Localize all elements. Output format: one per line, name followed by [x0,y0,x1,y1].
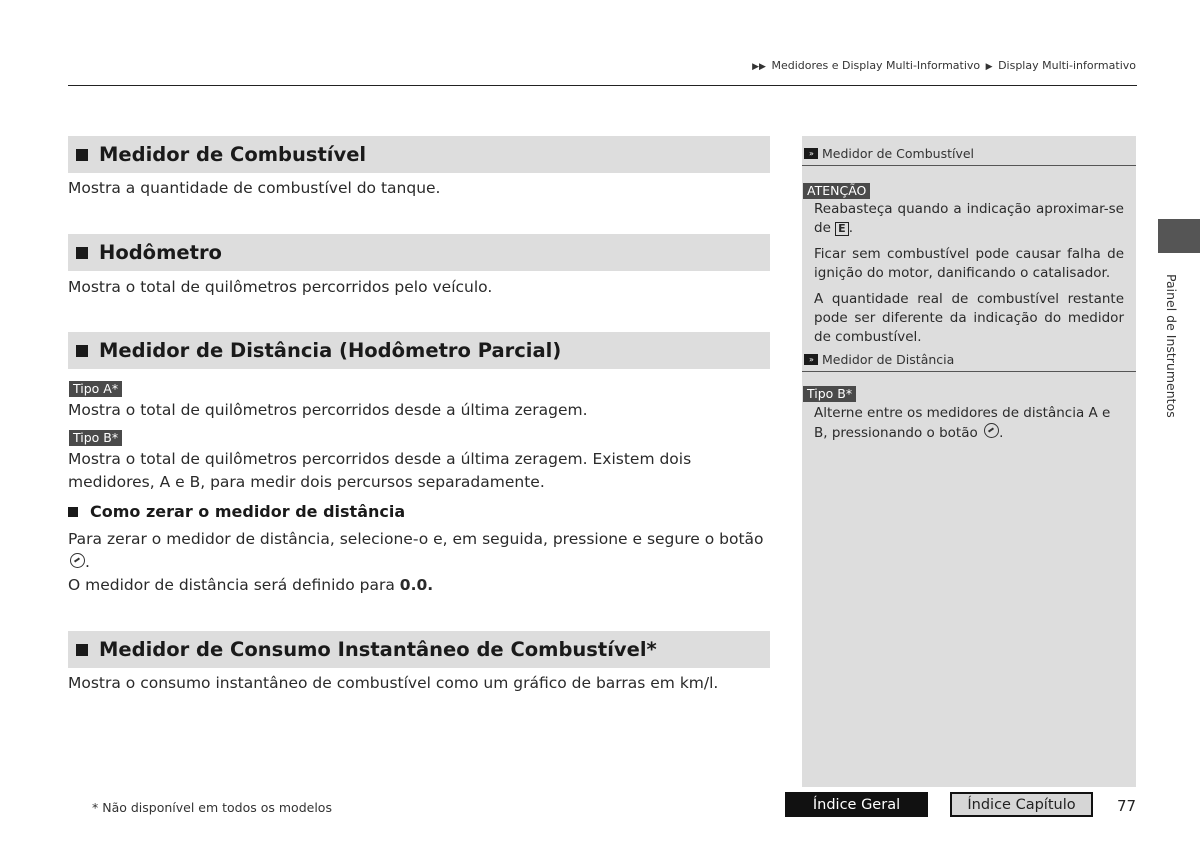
sidebar-divider [802,165,1136,166]
chapter-index-button[interactable]: Índice Capítulo [950,792,1093,817]
attention-text-2: Ficar sem combustível pode causar falha de ignição do motor, danificando o catalisador. [814,246,1124,281]
section-instant-title: Medidor de Consumo Instantâneo de Combustível* [99,638,657,661]
attention-text-3: A quantidade real de combustível restante pode ser diferente da indicação do medidor de combustível. [814,291,1124,345]
reset-value: 0.0. [399,576,434,594]
selector-button-icon [70,553,85,568]
page-number: 77 [1117,797,1137,815]
section-odometer-text: Mostra o total de quilômetros percorridos pelo veículo. [68,278,493,296]
attention-text-1 [802,200,1136,238]
section-fuel-title: Medidor de Combustível [99,143,367,166]
reference-arrow-icon: » [804,354,818,365]
trip-type-b-text: Mostra o total de quilômetros percorridos desde a última zeragem. Existem dois medidores, A e B, para medir dois percursos separadamente. [68,450,692,491]
attention-text-1a: Reabasteça quando a indicação aproximar-se de [814,201,1124,236]
breadcrumb-page[interactable]: Display Multi-informativo [998,59,1136,72]
square-bullet-icon [68,507,78,517]
type-b-tag: Tipo B* [69,430,122,446]
sidebar-trip-ref-label: Medidor de Distância [822,351,955,367]
section-instant-heading [68,631,770,668]
section-instant-text: Mostra o consumo instantâneo de combustível como um gráfico de barras em km/l. [68,674,719,692]
chapter-tab-label: Painel de Instrumentos [1164,274,1179,418]
sidebar-trip-text [802,404,1136,443]
sidebar-trip-text-main: Alterne entre os medidores de distância A e B, pressionando o botão [814,405,1111,441]
main-content [68,136,770,695]
square-bullet-icon [76,149,88,161]
section-fuel-text: Mostra a quantidade de combustível do tanque. [68,179,441,197]
trip-type-a-text: Mostra o total de quilômetros percorridos desde a última zeragem. [68,401,588,419]
reset-heading [68,502,770,521]
sidebar-notes [802,136,1136,787]
breadcrumb-section[interactable]: Medidores e Display Multi-Informativo [771,59,981,72]
attention-tag: ATENÇÃO [803,183,870,199]
breadcrumb-arrow: ▶ [985,62,993,72]
chapter-tab-marker [1158,219,1200,253]
sidebar-trip-text-end: . [999,425,1004,441]
reference-arrow-icon: » [804,148,818,159]
breadcrumb-arrows: ▶▶ [752,62,766,72]
sidebar-fuel-ref[interactable] [802,144,1136,162]
general-index-button[interactable]: Índice Geral [785,792,928,817]
reset-text-2: O medidor de distância será definido para [68,576,395,594]
square-bullet-icon [76,644,88,656]
sidebar-divider [802,371,1136,372]
type-a-tag: Tipo A* [69,381,122,397]
breadcrumb [750,59,1136,72]
reset-text-end: . [85,553,90,571]
square-bullet-icon [76,345,88,357]
header-rule [68,85,1137,86]
reset-title: Como zerar o medidor de distância [90,502,406,521]
square-bullet-icon [76,247,88,259]
sidebar-trip-ref[interactable] [802,350,1136,368]
reset-text [68,528,770,597]
section-trip-title: Medidor de Distância (Hodômetro Parcial) [99,339,562,362]
attention-text-1b: . [848,220,853,236]
reset-text-1: Para zerar o medidor de distância, selecione-o e, em seguida, pressione e segure o botão [68,530,764,548]
empty-mark-icon: E [835,222,849,236]
sidebar-type-b-tag: Tipo B* [803,386,856,402]
sidebar-fuel-ref-label: Medidor de Combustível [822,145,975,161]
selector-button-icon [984,423,999,438]
section-trip-heading [68,332,770,369]
section-odometer-heading [68,234,770,271]
section-odometer-title: Hodômetro [99,241,222,264]
section-fuel-heading [68,136,770,173]
footnote: * Não disponível em todos os modelos [92,800,332,815]
